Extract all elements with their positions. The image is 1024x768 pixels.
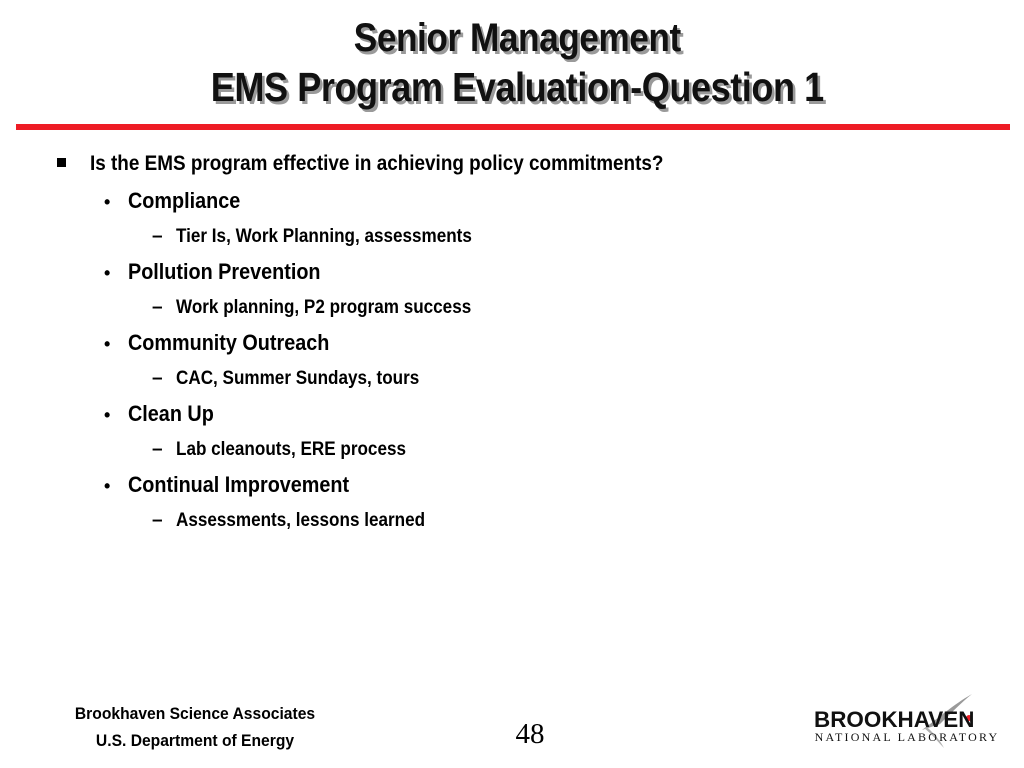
item-label: Continual Improvement — [128, 472, 350, 497]
sub-item — [152, 368, 446, 390]
square-bullet-icon — [57, 158, 66, 167]
bullet-dot-icon: • — [104, 263, 111, 283]
dash-bullet-icon: – — [152, 297, 163, 318]
item-detail: CAC, Summer Sundays, tours — [176, 368, 420, 389]
brookhaven-logo — [804, 690, 1008, 750]
list-item — [104, 472, 374, 498]
title-line-2: EMS Program Evaluation-Question 1 — [210, 64, 824, 110]
dash-bullet-icon: – — [152, 368, 163, 389]
footer-organization — [50, 700, 340, 754]
item-label: Community Outreach — [128, 330, 330, 355]
item-label: Clean Up — [128, 401, 214, 426]
logo-wordmark: BROOKHAVEN — [814, 707, 975, 732]
item-detail: Work planning, P2 program success — [176, 297, 472, 318]
item-detail: Assessments, lessons learned — [176, 510, 426, 531]
list-item — [104, 259, 342, 285]
sub-item — [152, 226, 505, 248]
sub-item — [152, 510, 453, 532]
item-detail: Lab cleanouts, ERE process — [176, 439, 406, 460]
sub-item — [152, 297, 504, 319]
title-divider — [16, 124, 1010, 130]
page-number: 48 — [515, 718, 545, 750]
dash-bullet-icon: – — [152, 439, 163, 460]
list-item — [104, 330, 352, 356]
item-detail: Tier Is, Work Planning, assessments — [176, 226, 472, 247]
item-label: Pollution Prevention — [128, 259, 321, 284]
title-line-1: Senior Management — [353, 16, 681, 60]
bullet-dot-icon: • — [104, 476, 111, 496]
list-item — [104, 401, 223, 427]
list-item — [104, 188, 253, 214]
bullet-dot-icon: • — [104, 405, 111, 425]
slide-title — [0, 14, 1024, 112]
dash-bullet-icon: – — [152, 226, 163, 247]
bullet-dot-icon: • — [104, 192, 111, 212]
question-text: Is the EMS program effective in achieving policy commitments? — [90, 152, 664, 175]
footer-org-line-1: Brookhaven Science Associates — [74, 704, 316, 723]
logo-subtitle: NATIONAL LABORATORY — [814, 730, 1000, 744]
dash-bullet-icon: – — [152, 510, 163, 531]
bullet-dot-icon: • — [104, 334, 111, 354]
footer-org-line-2: U.S. Department of Energy — [95, 731, 295, 750]
sub-item — [152, 439, 432, 461]
main-question — [57, 152, 727, 176]
item-label: Compliance — [128, 188, 241, 213]
